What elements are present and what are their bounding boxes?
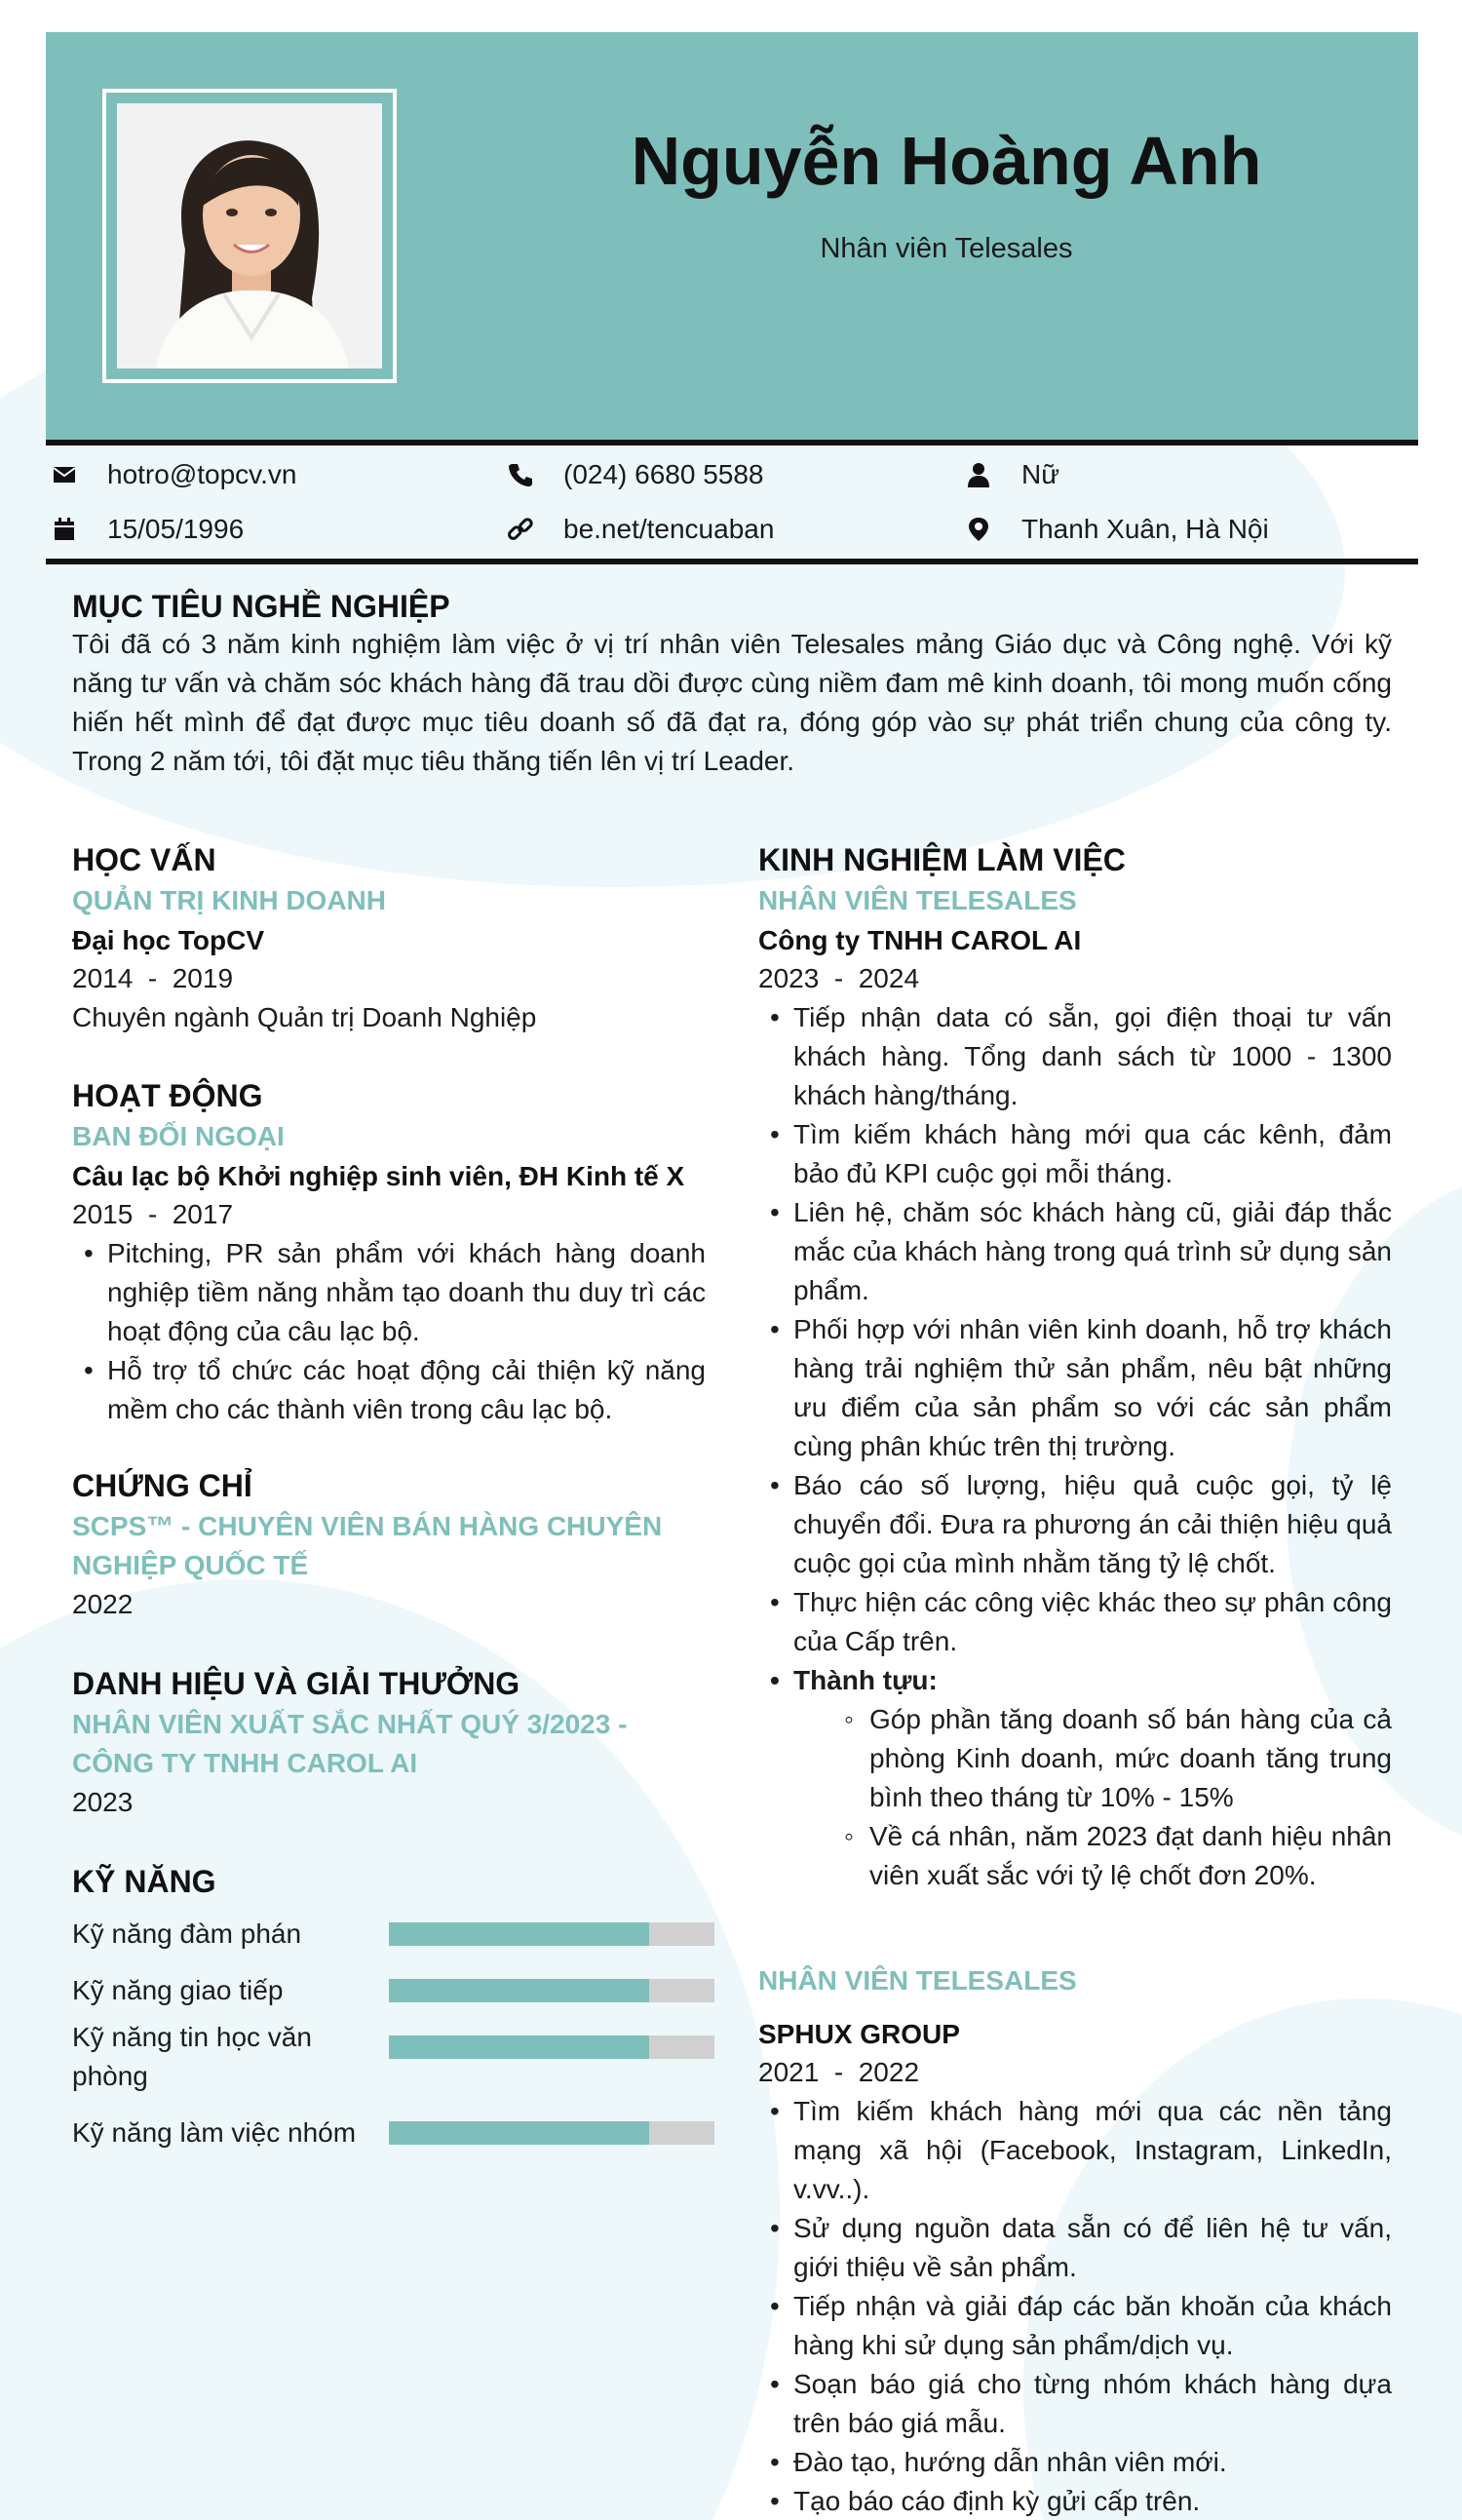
list-item: • Pitching, PR sản phẩm với khách hàng doanh nghiệp tiềm năng nhằm tạo doanh thu duy trì các hoạt động của câu lạc bộ. (72, 1234, 706, 1351)
skill-bar-fill (389, 2035, 649, 2059)
list-item: • Tiếp nhận và giải đáp các băn khoăn của khách hàng khi sử dụng sản phẩm/dịch vụ. (758, 2287, 1392, 2365)
activities-role: BAN ĐỐI NGOẠI (72, 1121, 285, 1151)
job-title: NHÂN VIÊN TELESALES (758, 885, 1077, 915)
contact-birthday (51, 514, 244, 545)
list-item: • Tiếp nhận data có sẵn, gọi điện thoại tư vấn khách hàng. Tổng danh sách từ 1000 - 1300 khách hàng/tháng. (758, 998, 1392, 1115)
link-icon (507, 516, 534, 543)
gender-text: Nữ (1021, 459, 1059, 489)
candidate-title: Nhân viên Telesales (820, 233, 1073, 264)
list-item: • Hỗ trợ tổ chức các hoạt động cải thiện kỹ năng mềm cho các thành viên trong câu lạc bộ. (72, 1351, 706, 1429)
job-bullets (758, 2092, 1392, 2520)
skill-bar-fill (389, 1979, 649, 2002)
address-text: Thanh Xuân, Hà Nội (1021, 514, 1269, 544)
activities-period: 2015 - 2017 (72, 1199, 234, 1229)
skill-bar-fill (389, 1922, 649, 1946)
skill-bar (389, 1922, 714, 1946)
skill-bar (389, 2035, 714, 2059)
certificate-year: 2022 (72, 1589, 134, 1619)
email-text[interactable]: hotro@topcv.vn (107, 459, 297, 489)
list-item: • Thực hiện các công việc khác theo sự phân công của Cấp trên. (758, 1583, 1392, 1661)
calendar-icon (51, 516, 78, 543)
skill-bar-fill (389, 2121, 649, 2145)
header-divider (46, 440, 1418, 446)
contact-email (51, 459, 296, 490)
education-school: Đại học TopCV (72, 925, 265, 955)
certificate-name: SCPS™ - CHUYÊN VIÊN BÁN HÀNG CHUYÊN NGHIỆP QUỐC TẾ (72, 1511, 663, 1580)
list-item: • Tìm kiếm khách hàng mới qua các nền tảng mạng xã hội (Facebook, Instagram, LinkedIn, v.vv..). (758, 2092, 1392, 2209)
website-text[interactable]: be.net/tencuaban (563, 514, 775, 544)
contact-website (507, 514, 774, 545)
profile-photo (117, 103, 382, 368)
skill-bar (389, 2121, 714, 2145)
list-item: • Sử dụng nguồn data sẵn có để liên hệ tư vấn, giới thiệu về sản phẩm. (758, 2209, 1392, 2287)
job-bullets (758, 998, 1392, 1895)
job-title: NHÂN VIÊN TELESALES (758, 1965, 1077, 1996)
contact-phone (507, 459, 764, 490)
certificates-heading: CHỨNG CHỈ (72, 1468, 252, 1503)
contact-address (965, 514, 1269, 545)
list-item: • Tìm kiếm khách hàng mới qua các kênh, đảm bảo đủ KPI cuộc gọi mỗi tháng. (758, 1115, 1392, 1193)
experience-heading: KINH NGHIỆM LÀM VIỆC (758, 842, 1126, 877)
achievements-label: Thành tựu: (793, 1665, 938, 1695)
job-company: Công ty TNHH CAROL AI (758, 925, 1082, 955)
phone-text[interactable]: (024) 6680 5588 (563, 459, 764, 489)
list-item: ◦ Góp phần tăng doanh số bán hàng của cả phòng Kinh doanh, mức doanh tăng trung bình theo tháng từ 10% - 15% (832, 1700, 1392, 1817)
awards-heading: DANH HIỆU VÀ GIẢI THƯỞNG (72, 1666, 520, 1701)
activities-org: Câu lạc bộ Khởi nghiệp sinh viên, ĐH Kinh tế X (72, 1161, 685, 1191)
list-item: ◦ Về cá nhân, năm 2023 đạt danh hiệu nhân viên xuất sắc với tỷ lệ chốt đơn 20%. (832, 1817, 1392, 1895)
list-item: • Báo cáo số lượng, hiệu quả cuộc gọi, tỷ lệ chuyển đổi. Đưa ra phương án cải thiện hiệu quả cuộc gọi của mình nhằm tăng tỷ lệ chốt. (758, 1466, 1392, 1583)
person-icon (965, 461, 992, 488)
skill-label: Kỹ năng tin học văn phòng (72, 2022, 312, 2091)
skill-label: Kỹ năng giao tiếp (72, 1975, 284, 2005)
skill-label: Kỹ năng đàm phán (72, 1919, 302, 1949)
profile-photo-frame (102, 89, 397, 383)
birthday-text: 15/05/1996 (107, 514, 245, 544)
job-period: 2021 - 2022 (758, 2057, 920, 2087)
education-heading: HỌC VẤN (72, 842, 216, 877)
list-item: • Tạo báo cáo định kỳ gửi cấp trên. (758, 2482, 1392, 2520)
resume-header (46, 32, 1418, 442)
list-item: • Soạn báo giá cho từng nhóm khách hàng dựa trên báo giá mẫu. (758, 2365, 1392, 2443)
job-company: SPHUX GROUP (758, 2019, 960, 2049)
contact-gender (965, 459, 1059, 490)
achievements-item (758, 1661, 1392, 1895)
education-major: QUẢN TRỊ KINH DOANH (72, 885, 386, 915)
candidate-name: Nguyễn Hoàng Anh (631, 123, 1262, 199)
contact-divider (46, 559, 1418, 564)
portrait-illustration (117, 103, 382, 368)
education-detail: Chuyên ngành Quản trị Doanh Nghiệp (72, 1002, 537, 1032)
achievements-list (793, 1700, 1392, 1895)
list-item: • Liên hệ, chăm sóc khách hàng cũ, giải đáp thắc mắc của khách hàng trong quá trình sử dụng sản phẩm. (758, 1193, 1392, 1310)
job-period: 2023 - 2024 (758, 963, 920, 993)
list-item: • Đào tạo, hướng dẫn nhân viên mới. (758, 2443, 1392, 2482)
skills-heading: KỸ NĂNG (72, 1864, 216, 1899)
education-period: 2014 - 2019 (72, 963, 234, 993)
skill-label: Kỹ năng làm việc nhóm (72, 2117, 357, 2148)
award-year: 2023 (72, 1787, 134, 1817)
award-name: NHÂN VIÊN XUẤT SẮC NHẤT QUÝ 3/2023 - CÔNG TY TNHH CAROL AI (72, 1709, 628, 1778)
activities-heading: HOẠT ĐỘNG (72, 1078, 263, 1113)
list-item: • Phối hợp với nhân viên kinh doanh, hỗ trợ khách hàng trải nghiệm thử sản phẩm, nêu bật những ưu điểm của sản phẩm so với các sản phẩm cùng phân khúc trên thị trường. (758, 1310, 1392, 1466)
activities-bullets (72, 1234, 706, 1429)
envelope-icon (51, 461, 78, 488)
objective-text: Tôi đã có 3 năm kinh nghiệm làm việc ở vị trí nhân viên Telesales mảng Giáo dục và Công nghệ. Với kỹ năng tư vấn và chăm sóc khách hàng đã trau dồi được cùng niềm đam mê kinh doanh, tôi mong muốn cống hiến hết mình để đạt được mục tiêu doanh số đã đạt ra, đóng góp vào sự phát triển chung của công ty. Trong 2 năm tới, tôi đặt mục tiêu thăng tiến lên vị trí Leader. (72, 629, 1392, 776)
objective-heading: MỤC TIÊU NGHỀ NGHIỆP (72, 589, 450, 624)
skill-bar (389, 1979, 714, 2002)
phone-icon (507, 461, 534, 488)
location-pin-icon (965, 516, 992, 543)
